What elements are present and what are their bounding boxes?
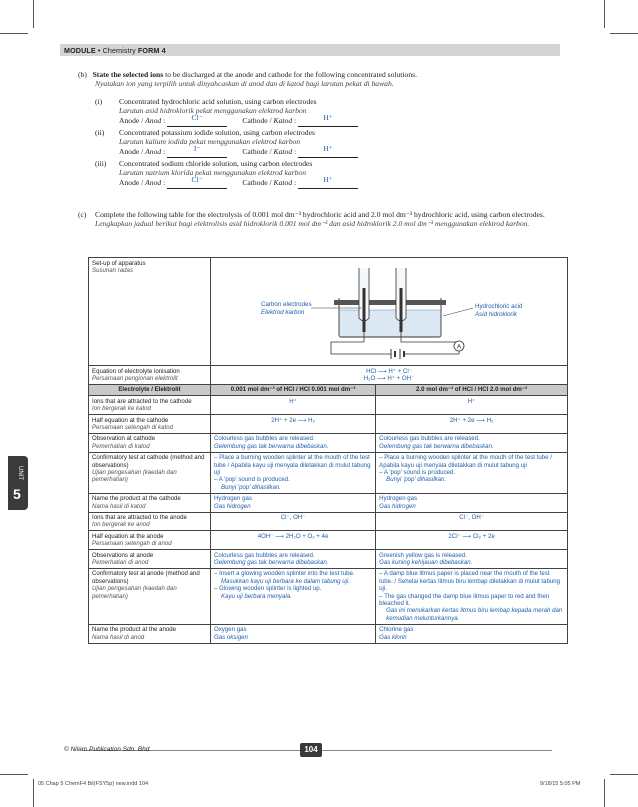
label-electrodes-en: Carbon electrodes: [261, 301, 312, 308]
question-i-en: Concentrated hydrochloric acid solution, using carbon electrodes: [119, 97, 317, 106]
setup-label-en: Set-up of apparatus: [92, 259, 146, 267]
cathode-answer-i[interactable]: [298, 113, 358, 126]
crop-mark: [604, 0, 605, 28]
question-iii-my: Larutan natrium klorida pekat menggunakan elektrod karbon: [119, 168, 307, 178]
answer-line: Masukkan kayu uji berbara ke dalam tabung uji.: [221, 577, 351, 585]
row-label: [89, 415, 211, 434]
question-i-my: Larutan asid hidroklorik pekat menggunakan elektrod karbon: [119, 106, 307, 116]
part-b-intro-my: Nyatakan ion yang terpilih untuk dinyahcaskan di anod dan di katod bagi larutan pekat di bawah.: [95, 79, 394, 89]
answer-cell-dilute[interactable]: [211, 568, 376, 624]
crop-mark: [0, 774, 28, 775]
unit-tab-number: 5: [13, 486, 21, 502]
answer-cell-concentrated[interactable]: [376, 512, 568, 531]
question-ii: (ii) Concentrated potassium iodide solution, using carbon electrodes Larutan kalium iodida pekat menggunakan elektrod karbon Anode / Anod : I⁻ Cathode / Katod : H⁺: [95, 128, 565, 158]
answer-line: 2H⁺ + 2e ⟶ H₂: [271, 416, 315, 424]
answer-cell-dilute[interactable]: [211, 493, 376, 512]
ionisation-equation-1: HCl ⟶ H⁺ + Cl⁻: [366, 367, 412, 375]
crop-mark: [33, 779, 34, 807]
cathode-answer-ii-text: H⁺: [323, 144, 333, 154]
answer-cell-concentrated[interactable]: [376, 396, 568, 415]
row-label-my: Persamaan setengah di katod: [92, 423, 173, 431]
question-i: (i) Concentrated hydrochloric acid solution, using carbon electrodes Larutan asid hidroklorik pekat menggunakan elektrod karbon Anode / Anod : Cl⁻ Cathode / Katod : H⁺: [95, 97, 565, 127]
table-row: [89, 433, 568, 452]
row-label-my: Ion bergerak ke katod: [92, 405, 151, 413]
form-label: FORM 4: [137, 46, 166, 55]
timestamp-slug: 9/18/15 5:05 PM: [540, 781, 581, 787]
question-ii-num: (ii): [95, 128, 105, 137]
ionisation-label-en: Equation of electrolyte ionisation: [92, 367, 180, 375]
row-label: [89, 568, 211, 624]
answer-line: Hydrogen gas: [214, 495, 252, 503]
publisher-credit: © Nilam Publication Sdn. Bhd.: [64, 746, 152, 753]
cathode-label-my: Katod: [273, 178, 293, 188]
answer-cell-concentrated[interactable]: [376, 493, 568, 512]
answer-line: – A 'pop' sound is produced.: [379, 468, 456, 476]
setup-label: [89, 258, 211, 366]
answer-line: – Place a burning wooden splinter at the mouth of the test tube / Apabila kayu uji menyala diletakkan di mulut tabung uji: [214, 454, 371, 476]
answer-line: Gelembung gas tak berwarna dibebaskan.: [214, 442, 329, 450]
answer-cell-concentrated[interactable]: [376, 452, 568, 493]
page-number: 104: [300, 743, 322, 757]
unit-tab-label: UNIT: [17, 466, 23, 480]
answer-cell-concentrated[interactable]: [376, 415, 568, 434]
apparatus-diagram: [211, 258, 567, 364]
unit-tab: [8, 456, 28, 510]
answer-line: Chlorine gas: [379, 626, 414, 634]
answer-line: – Insert a glowing wooden splinter into the test tube.: [214, 570, 355, 578]
answer-line: Colourless gas bubbles are released.: [214, 435, 315, 443]
part-b: [78, 70, 568, 88]
part-b-rest: to be discharged at the anode and cathode for the following concentrated solutions.: [165, 70, 417, 79]
answer-cell-concentrated[interactable]: [376, 624, 568, 643]
answer-line: Cl⁻, OH⁻: [280, 514, 306, 521]
answer-cell-concentrated[interactable]: [376, 433, 568, 452]
file-slug: 05 Chap 5 ChemF4 Bil(FSY5p) new.indd 104: [38, 781, 149, 787]
crop-mark: [610, 774, 638, 775]
table-row: [89, 493, 568, 512]
ammeter-label: A: [456, 343, 462, 351]
answer-line: – The gas changed the damp blue litmus paper to red and then bleached it.: [379, 592, 550, 608]
answer-line: Oxygen gas: [214, 626, 247, 634]
header-title: MODULE • Chemistry FORM 4: [64, 46, 166, 55]
question-iii-en: Concentrated sodium chloride solution, using carbon electrodes: [119, 159, 313, 168]
answer-line: Gelembung gas tak berwarna dibebaskan.: [379, 442, 494, 450]
answer-cell-dilute[interactable]: [211, 433, 376, 452]
header-electrolyte: Electrolyte / Elektrolit: [89, 384, 211, 395]
row-label: [89, 512, 211, 531]
ionisation-equations: [211, 366, 568, 385]
row-label: [89, 396, 211, 415]
table-row: [89, 452, 568, 493]
anode-label-my: Anod: [145, 116, 162, 126]
answer-line: Colourless gas bubbles are released.: [214, 551, 315, 559]
question-ii-en: Concentrated potassium iodide solution, using carbon electrodes: [119, 128, 315, 137]
answer-line: Colourless gas bubbles are released.: [379, 435, 480, 443]
header-concentrated: 2.0 mol dm⁻³ of HCl / HCl 2.0 mol dm⁻³: [376, 384, 568, 395]
part-b-bold: State the selected ions: [92, 70, 164, 79]
row-label-en: Name the product at the cathode: [92, 495, 181, 503]
answer-line: H⁺: [467, 397, 476, 405]
anode-label-my: Anod: [145, 147, 162, 157]
row-label: [89, 531, 211, 550]
answer-cell-dilute[interactable]: [211, 624, 376, 643]
table-header-row: [89, 384, 568, 395]
row-label-my: Persamaan setengah di anod: [92, 540, 172, 548]
label-acid-my: Asid hidroklorik: [475, 311, 517, 318]
anode-label: Anode: [119, 116, 140, 126]
part-c-marker: (c): [78, 210, 87, 219]
part-c: [78, 210, 568, 228]
part-c-my: Lengkapkan jadual berikut bagi elektrolisis asid hidroklorik 0.001 mol dm⁻³ dan asid hidroklorik 2.0 mol dm⁻³ menggunakan elektrod karbon.: [95, 219, 530, 229]
answer-line: Gas klorin: [379, 633, 407, 641]
electrolysis-table: [88, 257, 568, 644]
ionisation-label: [89, 366, 211, 385]
row-label-my: Nama hasil di katod: [92, 502, 146, 510]
answer-line: – A 'pop' sound is produced.: [214, 476, 290, 484]
row-label: [89, 624, 211, 643]
answer-cell-dilute[interactable]: [211, 396, 376, 415]
row-label-en: Ions that are attracted to the cathode: [92, 397, 192, 405]
answer-line: 4OH⁻ ⟶ 2H₂O + O₂ + 4e: [257, 532, 329, 540]
row-label: [89, 433, 211, 452]
answer-cell-dilute[interactable]: [211, 550, 376, 569]
label-electrodes-my: Elektrod karbon: [261, 309, 305, 316]
cathode-answer-ii[interactable]: [298, 144, 358, 157]
anode-answer-ii-text: I⁻: [193, 144, 201, 154]
crop-mark: [33, 0, 34, 28]
anode-label: Anode: [119, 178, 140, 188]
answer-line: 2Cl⁻ ⟶ Cl₂ + 2e: [448, 532, 495, 540]
table-row: [89, 568, 568, 624]
answer-line: Gas oksigen: [214, 633, 248, 641]
row-label-en: Confirmatory test at cathode (method and observations): [92, 454, 205, 469]
table-row: [89, 512, 568, 531]
table-row: [89, 624, 568, 643]
cathode-answer-i-text: H⁺: [323, 113, 333, 123]
answer-line: Bunyi 'pop' dihasilkan.: [386, 476, 447, 484]
cathode-label: Cathode: [242, 147, 268, 157]
anode-answer-ii[interactable]: [167, 144, 227, 157]
question-ii-my: Larutan kalium iodida pekat menggunakan elektrod karbon: [119, 137, 301, 147]
cathode-label-my: Katod: [273, 147, 293, 157]
answer-line: Gelembung gas tak berwarna dibebaskan.: [214, 559, 329, 567]
question-i-num: (i): [95, 97, 103, 106]
beaker-lid: [334, 300, 446, 305]
answer-cell-concentrated[interactable]: [376, 531, 568, 550]
cathode-label: Cathode: [242, 116, 268, 126]
answer-line: Kayu uji berbara menyala.: [221, 592, 292, 600]
part-c-en: Complete the following table for the electrolysis of 0.001 mol dm⁻³ hydrochloric acid and 2.0 mol dm⁻³ hydrochloric acid, using carbon electrodes.: [95, 210, 545, 219]
header-dilute: 0.001 mol dm⁻³ of HCl / HCl 0.001 mol dm⁻³: [211, 384, 376, 395]
answer-line: Hydrogen gas: [379, 495, 418, 503]
apparatus-diagram-cell: [211, 258, 568, 366]
row-label: [89, 493, 211, 512]
ionisation-row: [89, 366, 568, 385]
answer-line: – A damp blue litmus paper is placed near the mouth of the test tube. / Sehelai kertas litmus biru lembap diletakkan di mulut tabung uji.: [379, 570, 561, 593]
anode-answer-i-text: Cl⁻: [191, 113, 203, 123]
crop-mark: [610, 33, 638, 34]
row-label-en: Name the product at the anode: [92, 626, 177, 634]
anode-answer-i[interactable]: [167, 113, 227, 126]
label-acid-en: Hydrochloric acid: [475, 303, 523, 310]
row-label-my: Ujian pengesahan (kaedah dan pemerhatian): [92, 585, 177, 600]
answer-cell-concentrated[interactable]: [376, 550, 568, 569]
row-label: [89, 452, 211, 493]
question-iii-num: (iii): [95, 159, 107, 168]
row-label: [89, 550, 211, 569]
answer-line: Gas ini menukarkan kertas litmus biru lembap kepada merah dan kemudian melunturkannya.: [386, 607, 563, 622]
subject-label: Chemistry: [102, 46, 136, 55]
ionisation-equation-2: H₂O ⟶ H⁺ + OH⁻: [363, 374, 415, 382]
table-row: [89, 396, 568, 415]
cathode-label-my: Katod: [273, 116, 293, 126]
anode-answer-iii-text: Cl⁻: [191, 175, 203, 185]
row-label-en: Half equation at the cathode: [92, 416, 169, 424]
row-label-en: Half equation at the anode: [92, 532, 164, 540]
row-label-en: Confirmatory test at anode (method and observations): [92, 570, 200, 585]
table-row: [89, 531, 568, 550]
answer-line: Cl⁻, OH⁻: [459, 514, 484, 521]
anode-label: Anode: [119, 147, 140, 157]
anode-answer-iii[interactable]: [167, 175, 227, 188]
acid-solution: [340, 310, 441, 337]
answer-cell-dilute[interactable]: [211, 415, 376, 434]
answer-line: Gas hidrogen: [214, 502, 251, 510]
table-row: [89, 550, 568, 569]
answer-cell-concentrated[interactable]: [376, 568, 568, 624]
module-label: MODULE: [64, 46, 96, 55]
anode-label-my: Anod: [145, 178, 162, 188]
row-label-en: Observations at anode: [92, 551, 154, 559]
answer-cell-dilute[interactable]: [211, 531, 376, 550]
row-label-en: Ions that are attracted to the anode: [92, 514, 187, 521]
answer-line: – Place a burning wooden splinter at the mouth of the test tube / Apabila kayu uji menyala diletakkan di mulut tabung uji: [379, 454, 552, 469]
answer-line: Gas hidrogen: [379, 502, 416, 510]
setup-label-my: Susunan radas: [92, 266, 133, 274]
answer-line: H⁺: [289, 397, 297, 405]
crop-mark: [0, 33, 28, 34]
cathode-answer-iii-text: H⁺: [323, 175, 333, 185]
setup-row: [89, 258, 568, 366]
row-label-en: Observation at cathode: [92, 435, 156, 443]
answer-line: Gas kuning kehijauan dibebaskan.: [379, 559, 473, 567]
row-label-my: Pemerhatian di katod: [92, 442, 150, 450]
answer-line: – Glowing wooden splinter is lighted up.: [214, 585, 322, 593]
row-label-my: Pemerhatian di anod: [92, 559, 149, 567]
table-row: [89, 415, 568, 434]
cathode-label: Cathode: [242, 178, 268, 188]
question-iii: (iii) Concentrated sodium chloride solution, using carbon electrodes Larutan natrium klorida pekat menggunakan elektrod karbon Anode / Anod : Cl⁻ Cathode / Katod : H⁺: [95, 159, 565, 189]
answer-line: Greenish yellow gas is released.: [379, 551, 467, 559]
row-label-my: Ion bergerak ke anod: [92, 521, 150, 529]
ionisation-label-my: Persamaan pengionan elektrolit: [92, 374, 178, 382]
part-b-intro: [78, 70, 568, 79]
part-b-marker: (b): [78, 70, 87, 79]
electrode-right: [400, 288, 403, 332]
leader-line: [443, 308, 473, 316]
row-label-my: Nama hasil di anod: [92, 633, 145, 641]
row-label-my: Ujian pengesahan (kaedah dan pemerhatian): [92, 468, 177, 484]
answer-line: 2H⁺ + 2e ⟶ H₂: [449, 416, 494, 424]
answer-cell-dilute[interactable]: [211, 512, 376, 531]
electrode-left: [363, 288, 366, 332]
answer-line: Bunyi 'pop' dihasilkan.: [221, 483, 281, 491]
cathode-answer-iii[interactable]: [298, 175, 358, 188]
crop-mark: [604, 779, 605, 807]
answer-cell-dilute[interactable]: [211, 452, 376, 493]
